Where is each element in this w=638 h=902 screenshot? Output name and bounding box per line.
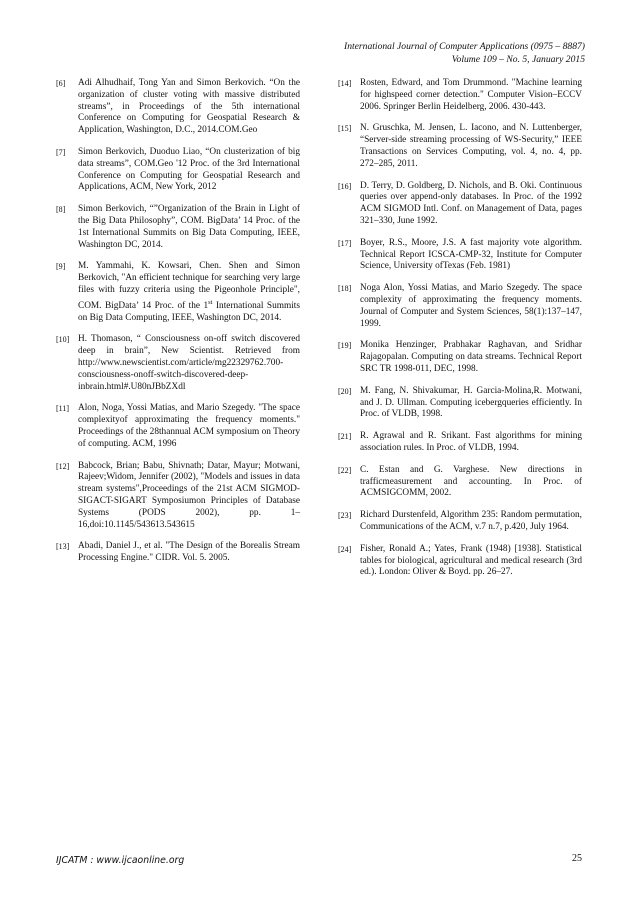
reference-text: Alon, Noga, Yossi Matias, and Mario Szegedy. "The space complexityof approximating the frequency moments." Proceedings of the 28thannual ACM symposium on Theory of computing. ACM, 1996 (78, 403, 300, 449)
reference-number: [7] (56, 147, 66, 157)
journal-title: International Journal of Computer Applications (0975 – 8887) (344, 41, 585, 52)
reference-text: R. Agrawal and R. Srikant. Fast algorithms for mining association rules. In Proc. of VLDB, 1994. (360, 431, 582, 453)
reference-number: [16] (338, 181, 352, 191)
reference-item (338, 386, 582, 421)
reference-item (56, 403, 300, 450)
page-header (344, 40, 585, 66)
reference-item (338, 431, 582, 455)
reference-text: Babcock, Brian; Babu, Shivnath; Datar, Mayur; Motwani, Rajeev;Widom, Jennifer (2002), "Models and issues in data stream systems",Proceedings of the 21st ACM SIGMOD-SIGACT-SIGART Symposiumon Principles of Database Systems (PODS 2002), pp. 1–16,doi:10.1145/543613.543615 (78, 460, 300, 530)
reference-item (56, 461, 300, 532)
references-column-right (338, 78, 582, 589)
reference-number: [17] (338, 238, 352, 248)
journal-volume: Volume 109 – No. 5, January 2015 (451, 54, 585, 65)
reference-item (56, 261, 300, 324)
reference-item (338, 465, 582, 500)
reference-number: [8] (56, 205, 66, 215)
reference-item (338, 181, 582, 228)
reference-text: Fisher, Ronald A.; Yates, Frank (1948) [1938]. Statistical tables for biological, agricultural and medical research (3rd ed.). London: Oliver & Boyd. pp. 26–27. (360, 543, 582, 578)
reference-item (338, 340, 582, 375)
reference-text: H. Thomason, “ Consciousness on-off switch discovered deep in brain”, New Scientist. Retrieved from http://www.newscientist.com/article/mg22329762.700-consciousness-onoff-switch-discovered-deep-inbrain.html#.U80nJBbZXdl (78, 334, 300, 392)
reference-number: [20] (338, 386, 352, 396)
reference-text: Boyer, R.S., Moore, J.S. A fast majority vote algorithm. Technical Report ICSCA-CMP-32, Institute for Computer Science, University ofTexas (Feb. 1981) (360, 237, 582, 272)
references-column-left (56, 78, 300, 575)
page-number: 25 (572, 853, 582, 864)
reference-number: [12] (56, 461, 70, 471)
reference-number: [19] (338, 341, 352, 351)
footer-site: IJCATM : www.ijcaonline.org (56, 855, 185, 866)
reference-number: [23] (338, 511, 352, 521)
reference-text: D. Terry, D. Goldberg, D. Nichols, and B. Oki. Continuous queries over append-only databases. In Proc. of the 1992 ACM SIGMOD Intl. Conf. on Management of Data, pages 321–330, June 1992. (360, 180, 582, 226)
reference-number: [22] (338, 465, 352, 475)
reference-item (56, 78, 300, 137)
reference-number: [10] (56, 335, 70, 345)
superscript: st (208, 298, 213, 306)
reference-item (338, 78, 582, 113)
reference-item (56, 541, 300, 565)
reference-number: [18] (338, 284, 352, 294)
reference-item (338, 510, 582, 534)
reference-number: [14] (338, 79, 352, 88)
reference-item (56, 147, 300, 194)
reference-text: Noga Alon, Yossi Matias, and Mario Szegedy. The space complexity of approximating the frequency moments. Journal of Computer and System Sciences, 58(1):137–147, 1999. (360, 283, 582, 329)
reference-text: Simon Berkovich, Duoduo Liao, “On clusterization of big data streams”, COM.Geo '12 Proc. of the 3rd International Conference on Computing for Geospatial Research and Applications, ACM, New York, 2012 (78, 146, 300, 193)
reference-number: [24] (338, 544, 352, 554)
reference-number: [15] (338, 124, 352, 134)
reference-text: Richard Durstenfeld, Algorithm 235: Random permutation, Communications of the ACM, v.7 n.7, p.420, July 1964. (360, 510, 582, 532)
reference-text: Monika Henzinger, Prabhakar Raghavan, and Sridhar Rajagopalan. Computing on data streams. Technical Report SRC TR 1998-011, DEC, 1998. (360, 340, 582, 374)
reference-item (338, 544, 582, 579)
reference-number: [13] (56, 542, 70, 552)
reference-text: Abadi, Daniel J., et al. "The Design of the Borealis Stream Processing Engine." CIDR. Vol. 5. 2005. (78, 541, 300, 564)
reference-text: Adi Alhudhaif, Tong Yan and Simon Berkovich. “On the organization of cluster voting with massive distributed streams”, in Proceedings of the 5th international Conference on Computing for Geospatial Research & Application, Washington, D.C., 2014.COM.Geo (78, 78, 300, 136)
reference-number: [11] (56, 404, 70, 414)
reference-text: N. Gruschka, M. Jensen, L. Iacono, and N. Luttenberger, “Server-side streaming processing of WS-Security,” IEEE Transactions on Services Computing, vol. 4, no. 4, pp. 272–285, 2011. (360, 123, 582, 169)
reference-item (338, 283, 582, 330)
reference-item (56, 334, 300, 393)
reference-text: Simon Berkovich, “”Organization of the Brain in Light of the Big Data Philosophy”, COM. BigData’ 14 Proc. of the 1st International Summits on Big Data Computing, IEEE, Washington DC, 2014. (78, 204, 300, 250)
reference-text: M. Fang, N. Shivakumar, H. Garcia-Molina,R. Motwani, and J. D. Ullman. Computing icebergqueries efficiently. In Proc. of VLDB, 1998. (360, 385, 582, 420)
reference-text: Rosten, Edward, and Tom Drummond. "Machine learning for highspeed corner detection." Computer Vision–ECCV 2006. Springer Berlin Heidelberg, 2006. 430-443. (360, 78, 582, 112)
reference-item (56, 204, 300, 251)
reference-number: [6] (56, 79, 66, 88)
reference-text: C. Estan and G. Varghese. New directions in trafficmeasurement and accounting. In Proc. of ACMSIGCOMM, 2002. (360, 464, 582, 499)
reference-number: [9] (56, 262, 66, 272)
reference-text: M. Yammahi, K. Kowsari, Chen. Shen and Simon Berkovich, "An efficient technique for searching very large files with fuzzy criteria using the Pigeonhole Principle", COM. BigData’ 14 Proc. of the 1st International Summits on Big Data Computing, IEEE, Washington DC, 2014. (78, 261, 300, 323)
reference-number: [21] (338, 432, 352, 442)
reference-item (338, 238, 582, 273)
reference-item (338, 123, 582, 170)
